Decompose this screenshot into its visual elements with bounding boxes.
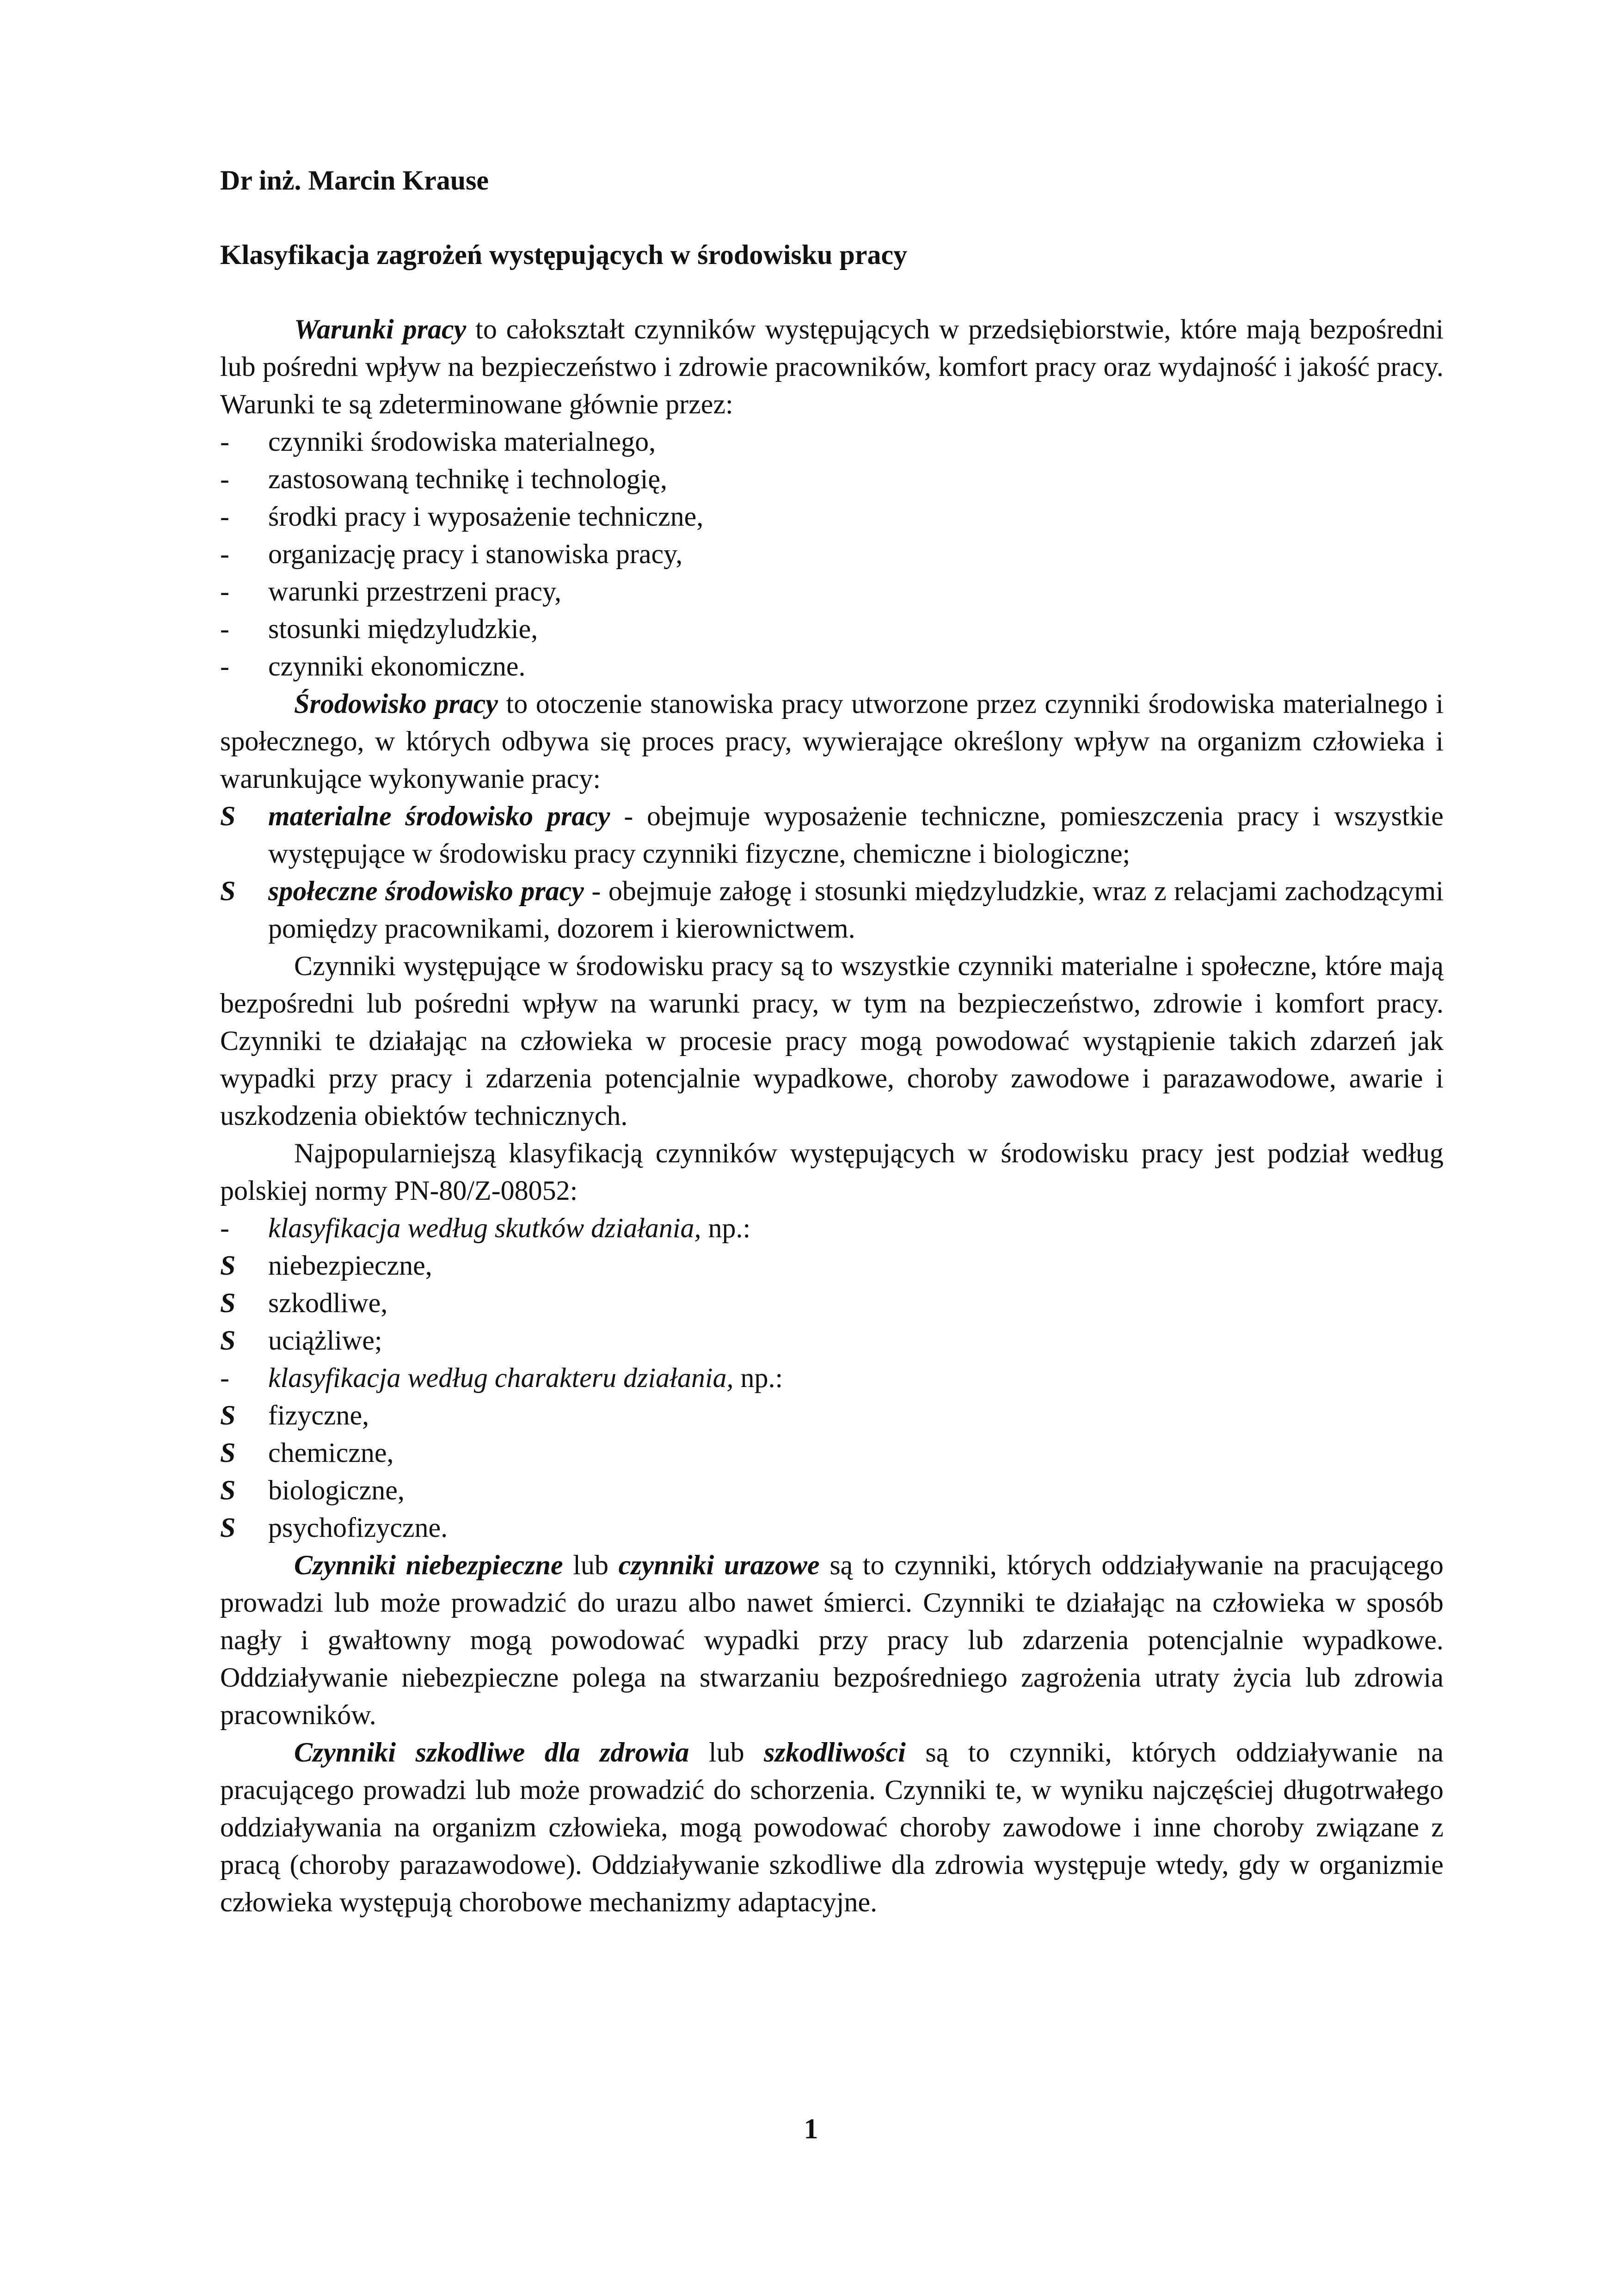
paragraph-text: lub [689,1737,764,1768]
bullet-marker: S [220,801,236,831]
list-item [220,573,1444,610]
term-materialne-srodowisko: materialne środowisko pracy [268,801,610,831]
list-item [220,423,1444,460]
list-item-text: organizację pracy i stanowiska pracy, [268,539,683,569]
term-warunki-pracy: Warunki pracy [294,314,467,344]
list-item-text: uciążliwe; [268,1325,382,1356]
term-srodowisko-pracy: Środowisko pracy [294,688,498,719]
list-item [220,460,1444,498]
list-item [220,498,1444,535]
paragraph-klasyfikacja: Najpopularniejszą klasyfikacją czynników występujących w środowisku pracy jest podział według polskiej normy PN-80/Z-08052: [220,1138,1444,1206]
list-item-text: stosunki międzyludzkie, [268,614,538,644]
bullet-marker: S [220,1475,236,1505]
page-number: 1 [804,2113,818,2145]
dash-marker: - [220,1363,229,1393]
list-item [220,535,1444,573]
bullet-marker: S [220,1400,236,1430]
document-title: Klasyfikacja zagrożeń występujących w środowisku pracy [220,239,908,270]
classification-suffix: np.: [701,1213,751,1243]
dash-marker: - [220,576,229,607]
classification-label: klasyfikacja według skutków działania, [268,1213,701,1243]
list-item-text: czynniki środowiska materialnego, [268,426,656,457]
bullet-marker: S [220,1325,236,1356]
dash-marker: - [220,651,229,681]
list-item-text: - obejmuje załogę i stosunki międzyludzkie, wraz z relacjami zachodzącymi pomiędzy pracownikami, dozorem i kierownictwem. [268,876,1444,944]
page-content [220,162,1444,1921]
dash-marker: - [220,614,229,644]
list-item-text: niebezpieczne, [268,1250,432,1281]
term-czynniki-szkodliwe: Czynniki szkodliwe dla zdrowia [294,1737,689,1768]
list-item [220,872,1444,947]
bullet-marker: S [220,1250,236,1281]
list-item-text: szkodliwe, [268,1288,388,1318]
paragraph-srodowisko-pracy [220,685,1444,798]
list-item-text: środki pracy i wyposażenie techniczne, [268,501,704,532]
dash-marker: - [220,501,229,532]
list-item-text: zastosowaną technikę i technologię, [268,464,668,494]
dash-marker: - [220,426,229,457]
list-item [220,1359,1444,1397]
paragraph-czynniki: Czynniki występujące w środowisku pracy są to wszystkie czynniki materialne i społeczne, które mają bezpośredni lub pośredni wpływ na warunki pracy, w tym na bezpieczeństwo, zdrowie i komfort pracy. Czynniki te działając na człowieka w procesie pracy mogą powodować wystąpienie takich zdarzeń jak wypadki przy pracy i zdarzenia potencjalnie wypadkowe, choroby zawodowe i parazawodowe, awarie i uszkodzenia obiektów technicznych. [220,951,1444,1131]
list-item [220,1434,1444,1472]
bullet-marker: S [220,1512,236,1543]
list-item [220,1284,1444,1322]
dash-marker: - [220,1213,229,1243]
list-item [220,1397,1444,1434]
bullet-marker: S [220,1437,236,1468]
list-item [220,648,1444,685]
list-item-text: fizyczne, [268,1400,369,1430]
list-item-text: psychofizyczne. [268,1512,448,1543]
list-item [220,1209,1444,1247]
list-classification [220,1209,1444,1547]
paragraph-text: to otoczenie stanowiska pracy utworzone przez czynniki środowiska materialnego i społecznego, w których odbywa się proces pracy, wywierające określony wpływ na organizm człowieka i warunkujące wykonywanie pracy: [220,688,1444,794]
term-czynniki-urazowe: czynniki urazowe [618,1550,820,1580]
list-environment-types [220,798,1444,947]
paragraph-czynniki-niebezpieczne [220,1547,1444,1734]
paragraph-text: lub [563,1550,619,1580]
list-item-text: biologiczne, [268,1475,405,1505]
paragraph-text: to całokształt czynników występujących w przedsiębiorstwie, które mają bezpośredni lub pośredni wpływ na bezpieczeństwo i zdrowie pracowników, komfort pracy oraz wydajność i jakość pracy. Warunki te są zdeterminowane głównie przez: [220,314,1444,419]
list-item [220,1247,1444,1284]
list-item-text: - obejmuje wyposażenie techniczne, pomieszczenia pracy i wszystkie występujące w środowisku pracy czynniki fizyczne, chemiczne i biologiczne; [268,801,1444,869]
list-item [220,1509,1444,1547]
classification-label: klasyfikacja według charakteru działania, [268,1363,734,1393]
dash-marker: - [220,539,229,569]
list-item [220,1472,1444,1509]
bullet-marker: S [220,1288,236,1318]
paragraph-text: są to czynniki, których oddziaływanie na pracującego prowadzi lub może prowadzić do urazu albo nawet śmierci. Czynniki te działając na człowieka w sposób nagły i gwałtowny mogą powodować wypadki przy pracy lub zdarzenia potencjalnie wypadkowe. Oddziaływanie niebezpieczne polega na stwarzaniu bezpośredniego zagrożenia utraty życia lub zdrowia pracowników. [220,1550,1444,1730]
author-name: Dr inż. Marcin Krause [220,165,489,196]
paragraph-czynniki-szkodliwe [220,1734,1444,1921]
list-item-text: czynniki ekonomiczne. [268,651,526,681]
list-item-text: chemiczne, [268,1437,394,1468]
bullet-marker: S [220,876,236,906]
list-item [220,610,1444,648]
term-spoleczne-srodowisko: społeczne środowisko pracy [268,876,584,906]
list-item-text: warunki przestrzeni pracy, [268,576,562,607]
dash-marker: - [220,464,229,494]
list-determinants [220,423,1444,685]
paragraph-text: są to czynniki, których oddziaływanie na pracującego prowadzi lub może prowadzić do schorzenia. Czynniki te, w wyniku najczęściej długotrwałego oddziaływania na organizm człowieka, mogą powodować choroby zawodowe i inne choroby związane z pracą (choroby parazawodowe). Oddziaływanie szkodliwe dla zdrowia występuje wtedy, gdy w organizmie człowieka występują chorobowe mechanizmy adaptacyjne. [220,1737,1444,1917]
list-item [220,1322,1444,1359]
paragraph-warunki-pracy [220,311,1444,423]
term-szkodliwosci: szkodliwości [764,1737,906,1768]
classification-suffix: np.: [733,1363,783,1393]
term-czynniki-niebezpieczne: Czynniki niebezpieczne [294,1550,563,1580]
list-item [220,798,1444,872]
